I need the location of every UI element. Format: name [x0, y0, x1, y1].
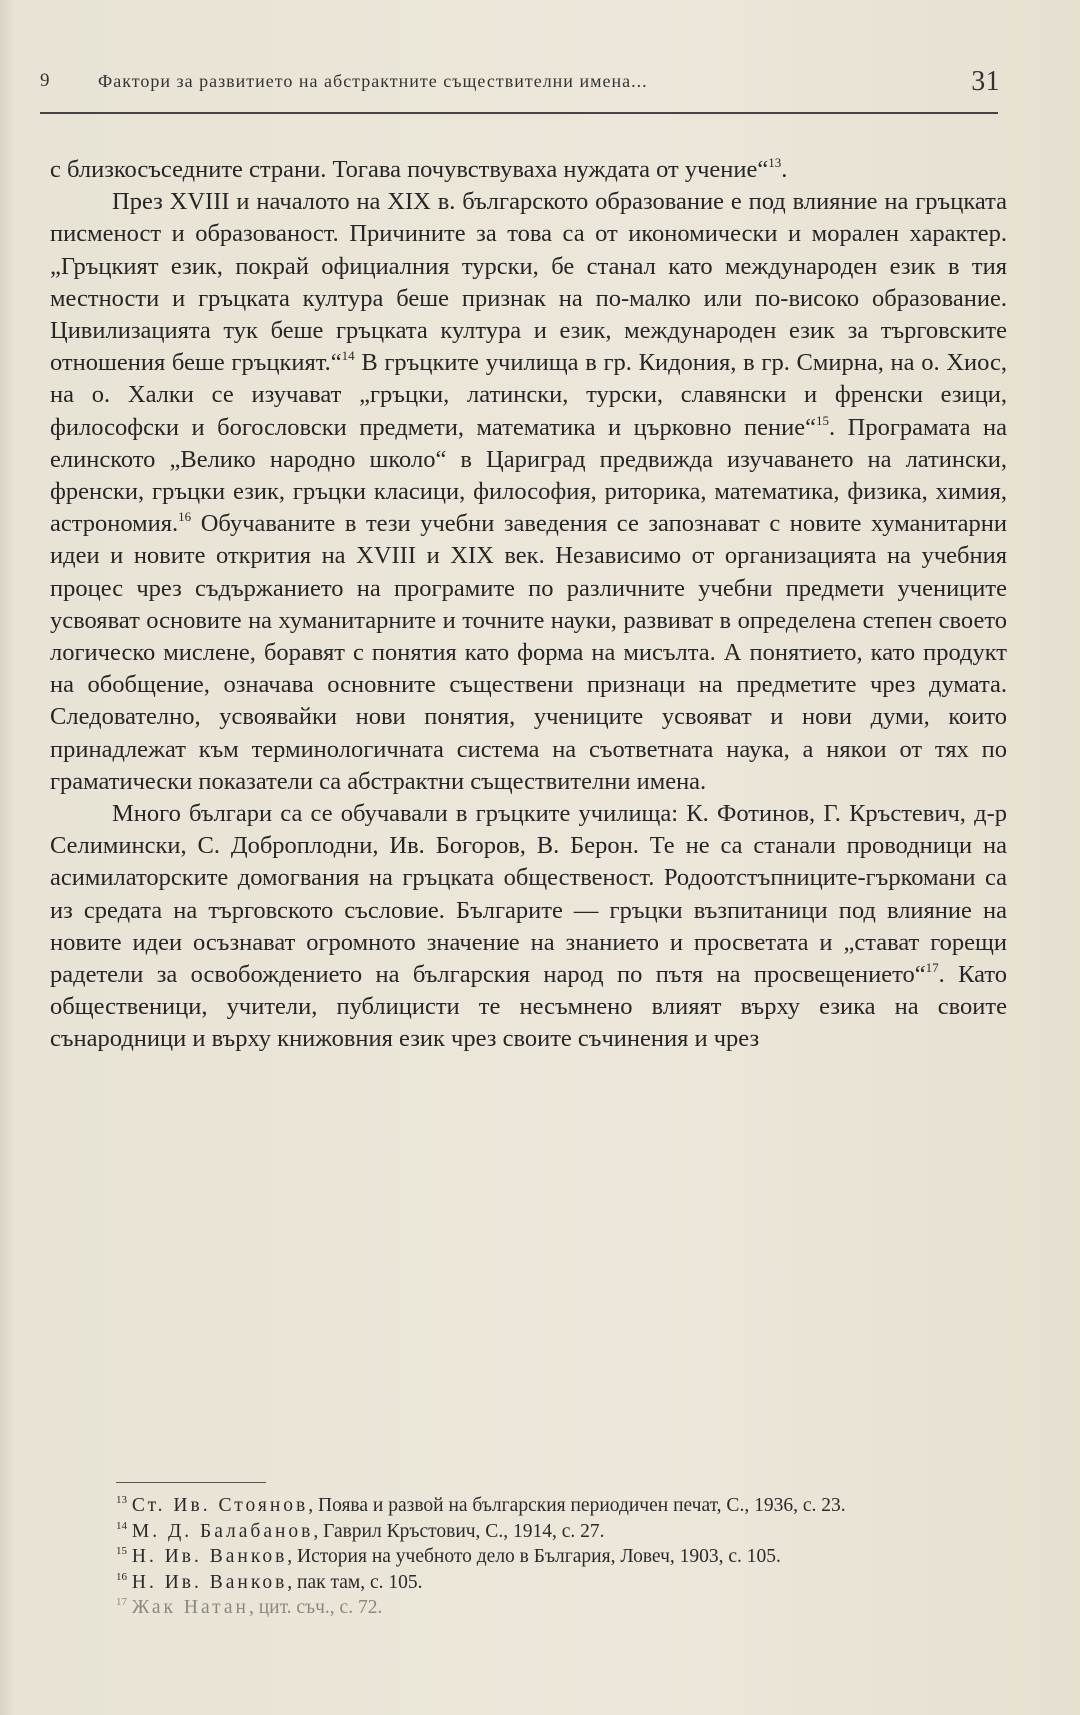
- footnote-separator: [116, 1482, 266, 1483]
- paragraph-3-part-a: Много българи са се обучавали в гръцките училища: К. Фотинов, Г. Кръстевич, д-р Селимински, С. Доброплодни, Ив. Богоров, В. Берон. Те не са станали проводници на асимилаторските домогвания на гръцката общественост. Родоотстъпниците-гъркомани са из средата на търговското съсловие. Българите — гръцки възпитаници под влияние на новите идеи осъзнават огромното значение на знанието и просветата и „стават горещи радетели за освобождението на българския народ по пътя на просвещението“: [50, 800, 1007, 989]
- footnote-ref-16: 16: [178, 509, 192, 525]
- footnote-number: 17: [116, 1596, 127, 1609]
- footnote-16: [56, 1570, 1006, 1596]
- header-rule: [40, 112, 998, 114]
- footnote-ref-13: 13: [768, 155, 782, 170]
- footnote-author: Н. Ив. Ванков: [131, 1546, 288, 1568]
- footnote-ref-17: 17: [925, 960, 939, 976]
- footnote-ref-14: 14: [341, 348, 355, 364]
- footnote-text: , пак там, с. 105.: [287, 1571, 423, 1593]
- footnote-number: 15: [116, 1545, 127, 1558]
- running-header: [40, 66, 1000, 100]
- paragraph-2-part-a: През XVIII и началото на XIX в. българското образование е под влияние на гръцката писменост и образованост. Причините за това са от икономически и морален характер. „Гръцкият език, покрай официалния турски, бе станал като международен език в тия местности и гръцката култура беше признак на по-малко или по-високо образование. Цивилизацията тук беше гръцката култура и език, международен език за търговските отношения беше гръцкият.“: [50, 188, 1007, 377]
- page-folio: 31: [971, 66, 1000, 97]
- footnotes: [56, 1493, 1006, 1621]
- paragraph-2-part-d: Обучаваните в тези учебни заведения се запознават с новите хуманитарни идеи и новите открития на XVIII и XIX век. Независимо от организацията на учебния процес чрез съдържанието на програмите по различните учебни предмети учениците усвояват основите на хуманитарните и точните науки, развиват в определена степен своето логическо мислене, боравят с понятия като форма на мисълта. А понятието, като продукт на обобщение, означава основните съществени признаци на предметите чрез думата. Следователно, усвоявайки нови понятия, учениците усвояват и нови думи, които принадлежат към терминологичната система на съответната наука, а някои от тях по граматически показатели са абстрактни съществителни имена.: [50, 510, 1007, 795]
- chapter-number: 9: [40, 70, 50, 91]
- paragraph-2-part-c: . Програмата на елинското „Велико народно школо“ в Цариград предвижда изучаването на латински, френски, гръцки език, гръцки класици, философия, риторика, математика, физика, химия, астрономия.: [50, 413, 1007, 538]
- paragraph-3-part-b: . Като общественици, учители, публицисти те несъмнено влияят върху езика на своите сънародници и върху книжовния език чрез своите съчинения и чрез: [50, 961, 1007, 1053]
- footnote-number: 16: [116, 1570, 127, 1583]
- paragraph-2-part-b: В гръцките училища в гр. Кидония, в гр. Смирна, на о. Хиос, на о. Халки се изучават „гръцки, латински, турски, славянски и френски езици, философски и богословски предмети, математика и църковно пение“: [50, 349, 1007, 441]
- footnote-author: М. Д. Балабанов: [131, 1520, 314, 1542]
- footnote-author: Н. Ив. Ванков: [131, 1571, 288, 1593]
- paragraph-2: [50, 186, 1007, 798]
- paragraph-1: [50, 154, 1007, 186]
- footnote-17: [56, 1595, 1006, 1621]
- footnote-number: 13: [116, 1494, 127, 1506]
- footnote-text: , История на учебното дело в България, Ловеч, 1903, с. 105.: [287, 1546, 781, 1568]
- footnote-ref-15: 15: [816, 412, 830, 428]
- footnote-text: , цит. съч., с. 72.: [248, 1597, 383, 1619]
- footnote-number: 14: [116, 1519, 127, 1532]
- paragraph-3: [50, 798, 1007, 1056]
- footnote-author: Жак Натан: [131, 1597, 249, 1619]
- footnote-text: , Гаврил Кръстович, С., 1914, с. 27.: [313, 1520, 605, 1542]
- footnote-author: Ст. Ив. Стоянов: [131, 1495, 309, 1516]
- running-title: Фактори за развитието на абстрактните съществителни имена...: [98, 71, 648, 91]
- paragraph-1-end: .: [781, 156, 788, 183]
- main-text: [50, 154, 1007, 1056]
- footnote-text: , Поява и развой на българския периодичен печат, С., 1936, с. 23.: [308, 1495, 846, 1516]
- footnote-15: [56, 1544, 1006, 1570]
- footnote-14: [56, 1519, 1006, 1545]
- paragraph-1-text: с близкосъседните страни. Тогава почувствуваха нуждата от учение“: [50, 156, 769, 183]
- footnote-13: [56, 1493, 1006, 1519]
